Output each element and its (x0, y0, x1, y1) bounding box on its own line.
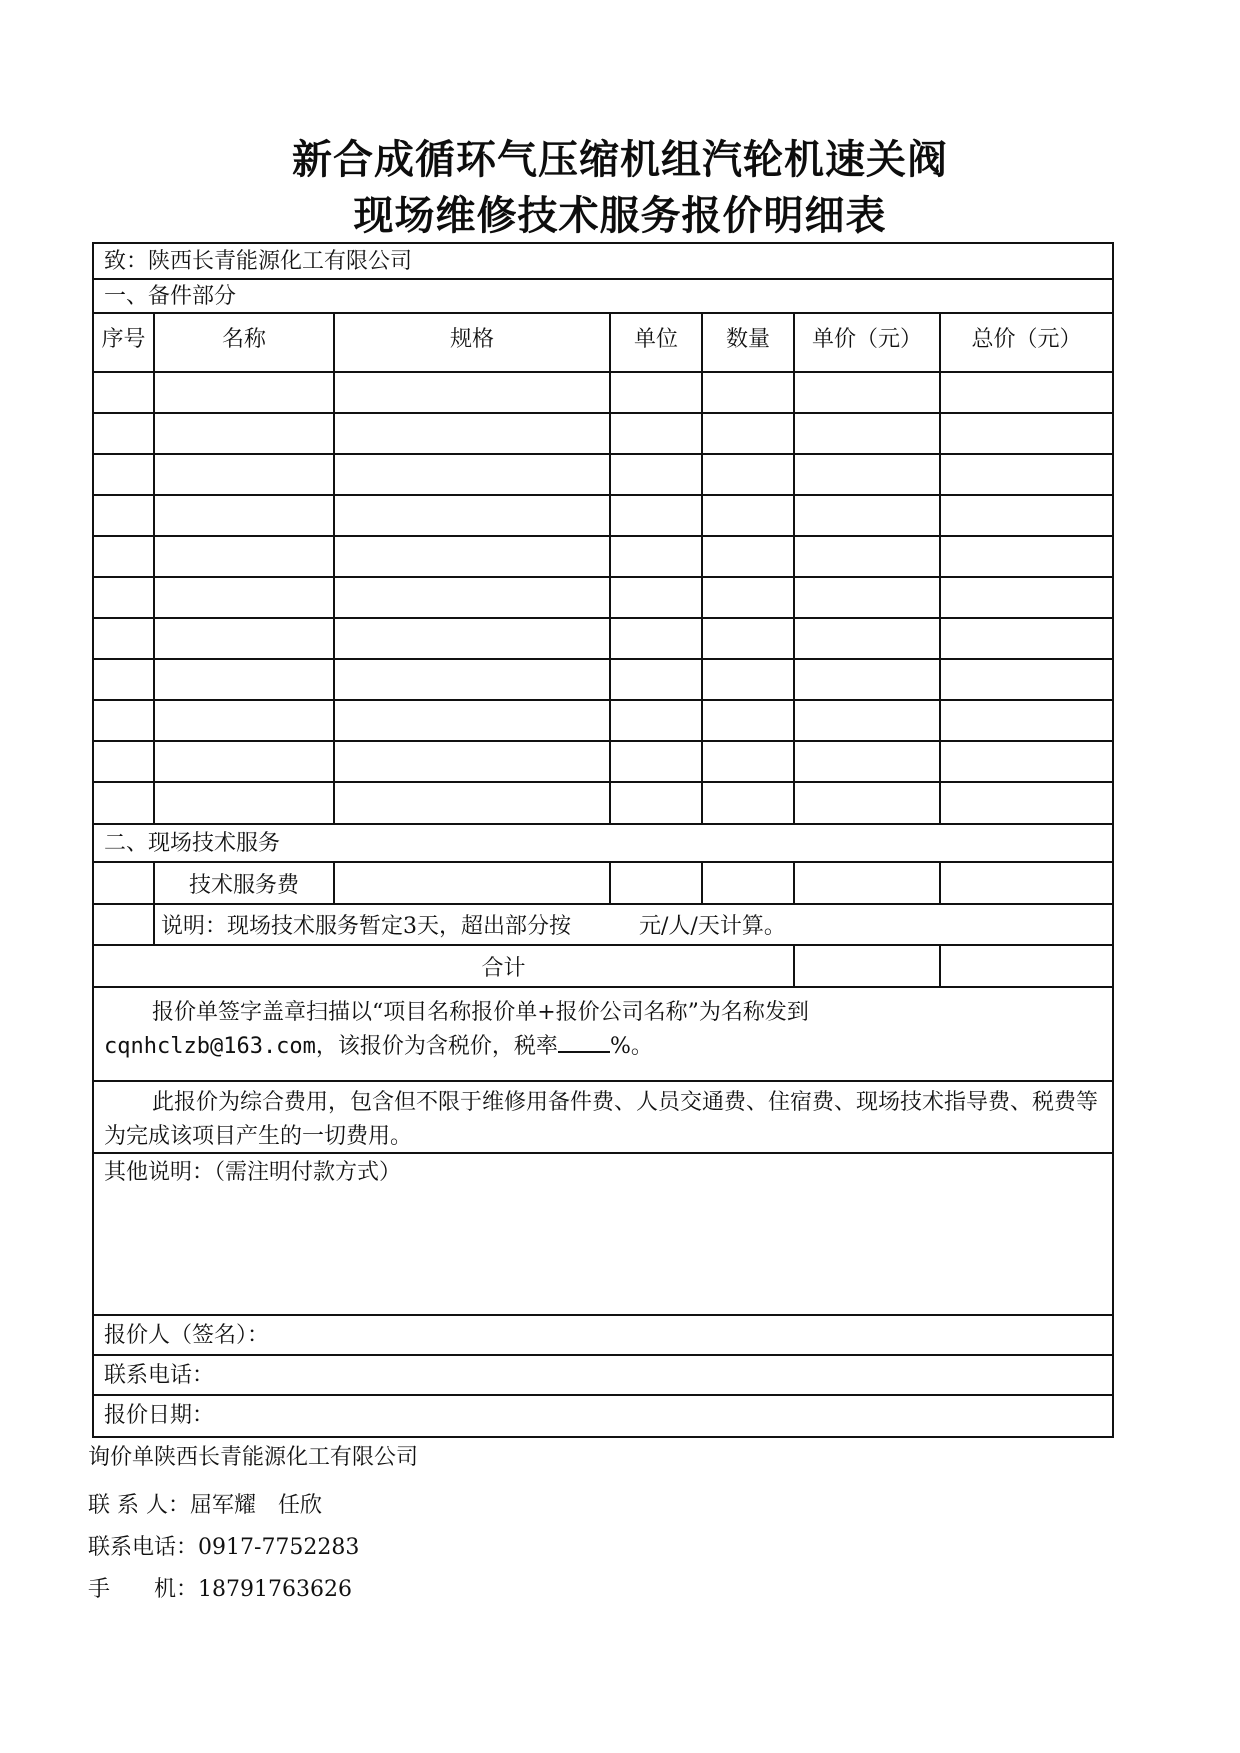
table-row (94, 495, 1112, 536)
table-cell[interactable] (94, 577, 154, 618)
parts-table-row (94, 314, 1112, 825)
table-row (94, 577, 1112, 618)
service-total-cell[interactable] (940, 863, 1112, 904)
table-cell[interactable] (154, 577, 334, 618)
service-table-row (94, 863, 1112, 988)
section1-title: 一、备件部分 (104, 284, 237, 309)
table-cell[interactable] (940, 536, 1112, 577)
other-notes-row[interactable] (94, 1154, 1112, 1316)
table-cell[interactable] (94, 700, 154, 741)
parts-table-header (94, 314, 1112, 372)
table-cell[interactable] (154, 659, 334, 700)
header-cell: 数量 (702, 314, 794, 372)
table-cell[interactable] (94, 495, 154, 536)
tax-rate-blank[interactable] (558, 1031, 610, 1053)
table-cell[interactable] (610, 700, 702, 741)
table-cell[interactable] (94, 741, 154, 782)
table-cell[interactable] (94, 618, 154, 659)
table-cell[interactable] (940, 372, 1112, 413)
header-cell: 单位 (610, 314, 702, 372)
table-cell[interactable] (334, 536, 610, 577)
footer-mobile (88, 1572, 352, 1603)
service-spec-cell[interactable] (334, 863, 610, 904)
table-cell[interactable] (940, 659, 1112, 700)
table-cell[interactable] (940, 413, 1112, 454)
total-price-cell[interactable] (794, 945, 940, 986)
header-cell: 序号 (94, 314, 154, 372)
table-row (94, 372, 1112, 413)
table-cell[interactable] (794, 413, 940, 454)
table-cell[interactable] (94, 372, 154, 413)
table-cell[interactable] (940, 618, 1112, 659)
table-cell[interactable] (94, 782, 154, 823)
table-cell[interactable] (94, 413, 154, 454)
table-cell[interactable] (702, 700, 794, 741)
table-cell[interactable] (794, 782, 940, 823)
service-table (94, 863, 1112, 986)
footer-inquirer: 询价单陕西长青能源化工有限公司 (88, 1445, 419, 1470)
table-cell[interactable] (334, 618, 610, 659)
table-cell[interactable] (702, 454, 794, 495)
table-cell[interactable] (94, 536, 154, 577)
table-row (94, 741, 1112, 782)
service-qty-cell[interactable] (702, 863, 794, 904)
footer-contact (88, 1488, 322, 1519)
table-cell[interactable] (794, 577, 940, 618)
contact-phone-row[interactable] (94, 1356, 1112, 1396)
service-note-prefix: 说明：现场技术服务暂定3天，超出部分按 (161, 914, 571, 939)
table-cell[interactable] (334, 495, 610, 536)
contact-phone-label: 联系电话： (104, 1363, 215, 1388)
table-cell[interactable] (794, 659, 940, 700)
table-cell[interactable] (794, 741, 940, 782)
instruction1-email: cqnhclzb@163.com，该报价为含税价，税率 (104, 1034, 558, 1059)
quote-date-row[interactable] (94, 1396, 1112, 1436)
table-cell[interactable] (610, 495, 702, 536)
quote-date-label: 报价日期： (104, 1403, 215, 1428)
instruction2-row (94, 1082, 1112, 1154)
table-cell[interactable] (794, 618, 940, 659)
to-row (94, 244, 1112, 280)
table-row (94, 413, 1112, 454)
footer-contact-names: 屈军耀 任欣 (190, 1493, 323, 1518)
table-cell[interactable] (702, 372, 794, 413)
instruction1-suffix: %。 (609, 1034, 653, 1059)
table-cell[interactable] (154, 782, 334, 823)
to-line: 致：陕西长青能源化工有限公司 (104, 249, 413, 274)
table-cell[interactable] (334, 659, 610, 700)
section2-title: 二、现场技术服务 (104, 831, 281, 856)
instruction2 (94, 1086, 1112, 1154)
table-row (94, 782, 1112, 823)
table-cell[interactable] (154, 454, 334, 495)
table-cell[interactable] (610, 577, 702, 618)
instruction2-text: 此报价为综合费用，包含但不限于维修用备件费、人员交通费、住宿费、现场技术指导费、税费等为完成该项目产生的一切费用。 (104, 1090, 1099, 1149)
table-cell[interactable] (334, 741, 610, 782)
table-cell[interactable] (610, 618, 702, 659)
table-cell[interactable] (702, 618, 794, 659)
header-cell: 规格 (334, 314, 610, 372)
table-row (94, 536, 1112, 577)
service-unit-cell[interactable] (610, 863, 702, 904)
table-cell[interactable] (702, 536, 794, 577)
table-cell[interactable] (940, 454, 1112, 495)
service-note-suffix: 元/人/天计算。 (639, 914, 786, 939)
service-price-cell[interactable] (794, 863, 940, 904)
footer-phone-label: 联系电话： (88, 1535, 199, 1560)
instruction1-line1: 报价单签字盖章扫描以“项目名称报价单+报价公司名称”为名称发到 (152, 1000, 809, 1025)
quotation-form (92, 242, 1114, 1438)
table-cell[interactable] (940, 577, 1112, 618)
table-cell[interactable] (794, 454, 940, 495)
table-cell[interactable] (940, 741, 1112, 782)
footer-mobile-value: 18791763626 (198, 1577, 352, 1602)
table-cell[interactable] (154, 618, 334, 659)
parts-table (94, 314, 1112, 823)
signature-row[interactable] (94, 1316, 1112, 1356)
table-cell[interactable] (334, 782, 610, 823)
table-cell[interactable] (154, 536, 334, 577)
table-cell[interactable] (154, 495, 334, 536)
table-row (94, 659, 1112, 700)
table-cell[interactable] (334, 454, 610, 495)
header-cell: 名称 (154, 314, 334, 372)
footer-phone (88, 1530, 359, 1561)
table-cell[interactable] (334, 700, 610, 741)
footer-mobile-label: 手 机： (88, 1577, 199, 1602)
table-cell[interactable] (794, 700, 940, 741)
table-cell[interactable] (610, 413, 702, 454)
header-cell: 总价（元） (940, 314, 1112, 372)
table-cell[interactable] (702, 659, 794, 700)
table-cell[interactable] (610, 659, 702, 700)
table-cell[interactable] (154, 413, 334, 454)
note-seq-cell (94, 904, 154, 945)
table-cell[interactable] (940, 700, 1112, 741)
table-cell[interactable] (154, 700, 334, 741)
section2-row (94, 825, 1112, 863)
service-seq-cell[interactable] (94, 863, 154, 904)
table-row (94, 700, 1112, 741)
table-cell[interactable] (94, 454, 154, 495)
table-cell[interactable] (610, 454, 702, 495)
table-cell[interactable] (154, 741, 334, 782)
service-fee-row (94, 863, 1112, 904)
table-cell[interactable] (702, 577, 794, 618)
header-cell: 单价（元） (794, 314, 940, 372)
title-line-2: 现场维修技术服务报价明细表 (353, 193, 887, 239)
total-row (94, 945, 1112, 986)
table-cell[interactable] (610, 741, 702, 782)
table-row (94, 618, 1112, 659)
service-note-row (94, 904, 1112, 945)
total-label: 合计 (94, 945, 794, 986)
table-cell[interactable] (334, 577, 610, 618)
table-cell[interactable] (702, 413, 794, 454)
title-line-1: 新合成循环气压缩机组汽轮机速关阀 (292, 137, 948, 183)
instruction1-row (94, 988, 1112, 1082)
quoter-signature-label: 报价人（签名）： (104, 1323, 270, 1348)
footer-phone-value: 0917-7752283 (198, 1535, 360, 1560)
table-cell[interactable] (794, 495, 940, 536)
table-cell[interactable] (702, 782, 794, 823)
table-row (94, 454, 1112, 495)
parts-table-body (94, 372, 1112, 823)
service-fee-label: 技术服务费 (154, 863, 334, 904)
table-cell[interactable] (702, 741, 794, 782)
table-cell[interactable] (702, 495, 794, 536)
total-sum-cell[interactable] (940, 945, 1112, 986)
table-cell[interactable] (334, 413, 610, 454)
table-cell[interactable] (334, 372, 610, 413)
table-cell[interactable] (794, 536, 940, 577)
table-cell[interactable] (154, 372, 334, 413)
table-cell[interactable] (610, 536, 702, 577)
section1-row (94, 280, 1112, 314)
footer-contact-label: 联 系 人： (88, 1493, 190, 1518)
table-cell[interactable] (610, 372, 702, 413)
table-cell[interactable] (940, 495, 1112, 536)
table-cell[interactable] (610, 782, 702, 823)
table-cell[interactable] (794, 372, 940, 413)
table-cell[interactable] (940, 782, 1112, 823)
service-note (154, 904, 1112, 945)
other-notes-label: 其他说明：（需注明付款方式） (104, 1160, 402, 1185)
instruction1 (94, 996, 1112, 1064)
table-cell[interactable] (94, 659, 154, 700)
